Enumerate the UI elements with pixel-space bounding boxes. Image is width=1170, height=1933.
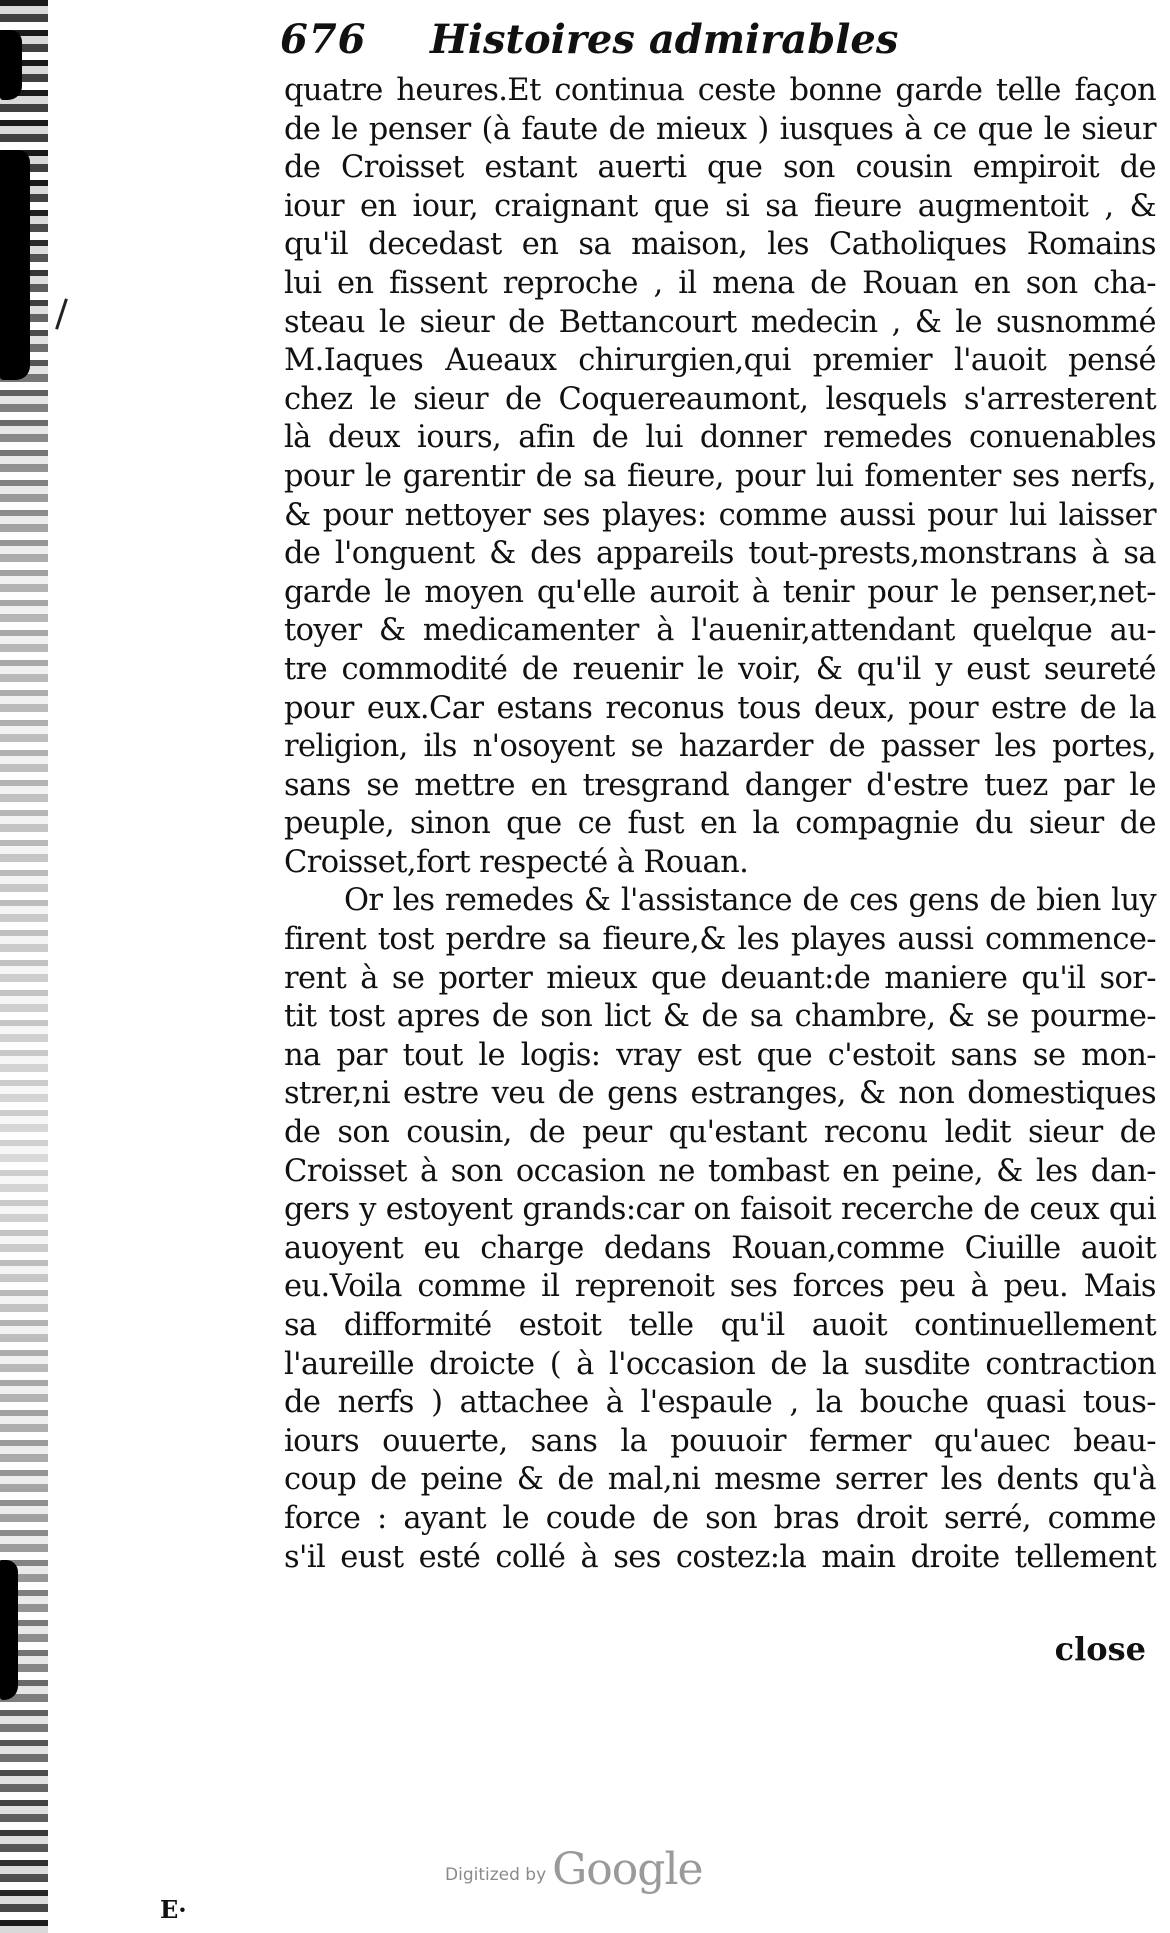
text-line: chez le sieur de Coquereaumont, lesquels s'arresterent [284, 381, 1156, 417]
text-line: l'aureille droicte ( à l'occasion de la susdite contraction [284, 1346, 1156, 1382]
text-line: de le penser (à faute de mieux ) iusques à ce que le sieur [284, 111, 1156, 147]
digitized-watermark [445, 1835, 703, 1895]
text-line: de l'onguent & des appareils tout-prests,monstrans à sa [284, 536, 1156, 572]
running-title: Histoires admirables [430, 16, 899, 63]
text-line: garde le moyen qu'elle auroit à tenir pour le penser,net- [284, 574, 1156, 610]
signature-mark: E· [160, 1895, 187, 1924]
text-line: auoyent eu charge dedans Rouan,comme Ciuille auoit [284, 1230, 1156, 1266]
margin-mark [55, 298, 68, 329]
paragraph-start-line: Or les remedes & l'assistance de ces gens de bien luy [344, 883, 1156, 919]
text-line: coup de peine & de mal,ni mesme serrer les dents qu'à [284, 1462, 1156, 1498]
text-line: s'il eust esté collé à ses costez:la main droite tellement [284, 1539, 1156, 1575]
ink-blot [0, 30, 22, 100]
digitized-by-label: Digitized by [445, 1865, 547, 1885]
text-line: qu'il decedast en sa maison, les Catholiques Romains [284, 227, 1156, 263]
text-line: Croisset à son occasion ne tombast en peine, & les dan- [284, 1153, 1156, 1189]
text-line: tit tost apres de son lict & de sa chambre, & se pourme- [284, 999, 1156, 1035]
text-line: firent tost perdre sa fieure,& les playes aussi commence- [284, 922, 1156, 958]
text-line: de nerfs ) attachee à l'espaule , la bouche quasi tous- [284, 1385, 1156, 1421]
text-line: pour le garentir de sa fieure, pour lui fomenter ses nerfs, [284, 458, 1156, 494]
text-line: eu.Voila comme il reprenoit ses forces peu à peu. Mais [284, 1269, 1156, 1305]
text-line: de Croisset estant auerti que son cousin empiroit de [284, 150, 1156, 186]
page-header [280, 16, 940, 70]
text-line: & pour nettoyer ses playes: comme aussi pour lui laisser [284, 497, 1156, 533]
text-line: strer,ni estre veu de gens estranges, & non domestiques [284, 1076, 1156, 1112]
text-line: religion, ils n'osoyent se hazarder de passer les portes, [284, 729, 1156, 765]
catchword: close [1054, 1630, 1146, 1668]
text-line: sa difformité estoit telle qu'il auoit continuellement [284, 1308, 1156, 1343]
text-line: gers y estoyent grands:car on faisoit recerche de ceux qui [284, 1192, 1156, 1228]
text-line: rent à se porter mieux que deuant:de maniere qu'il sor- [284, 960, 1156, 996]
body-text [284, 72, 1156, 1577]
text-line: quatre heures.Et continua ceste bonne garde telle façon [284, 73, 1156, 108]
text-line: sans se mettre en tresgrand danger d'estre tuez par le [284, 767, 1156, 803]
page-number: 676 [280, 16, 367, 63]
text-line: M.Iaques Aueaux chirurgien,qui premier l'auoit pensé [284, 343, 1156, 379]
ink-blot [0, 150, 30, 380]
text-line: na par tout le logis: vray est que c'estoit sans se mon- [284, 1037, 1156, 1073]
text-line: tre commodité de reuenir le voir, & qu'il y eust seureté [284, 651, 1156, 687]
google-logo: Google [552, 1844, 703, 1895]
ink-blot [0, 1560, 18, 1700]
paragraph-end-line: Croisset,fort respecté à Rouan. [284, 844, 749, 880]
text-line: peuple, sinon que ce fust en la compagnie du sieur de [284, 806, 1156, 842]
text-line: iour en iour, craignant que si sa fieure augmentoit , & [284, 188, 1156, 224]
text-line: force : ayant le coude de son bras droit serré, comme [284, 1500, 1156, 1536]
text-line: là deux iours, afin de lui donner remedes conuenables [284, 420, 1156, 456]
text-line: lui en fissent reproche , il mena de Rouan en son cha- [284, 265, 1156, 301]
text-line: iours ouuerte, sans la pouuoir fermer qu'auec beau- [284, 1423, 1156, 1459]
text-line: pour eux.Car estans reconus tous deux, pour estre de la [284, 690, 1156, 726]
text-line: de son cousin, de peur qu'estant reconu ledit sieur de [284, 1115, 1156, 1151]
text-line: toyer & medicamenter à l'auenir,attendant quelque au- [284, 613, 1156, 649]
text-line: steau le sieur de Bettancourt medecin , & le susnommé [284, 304, 1156, 340]
